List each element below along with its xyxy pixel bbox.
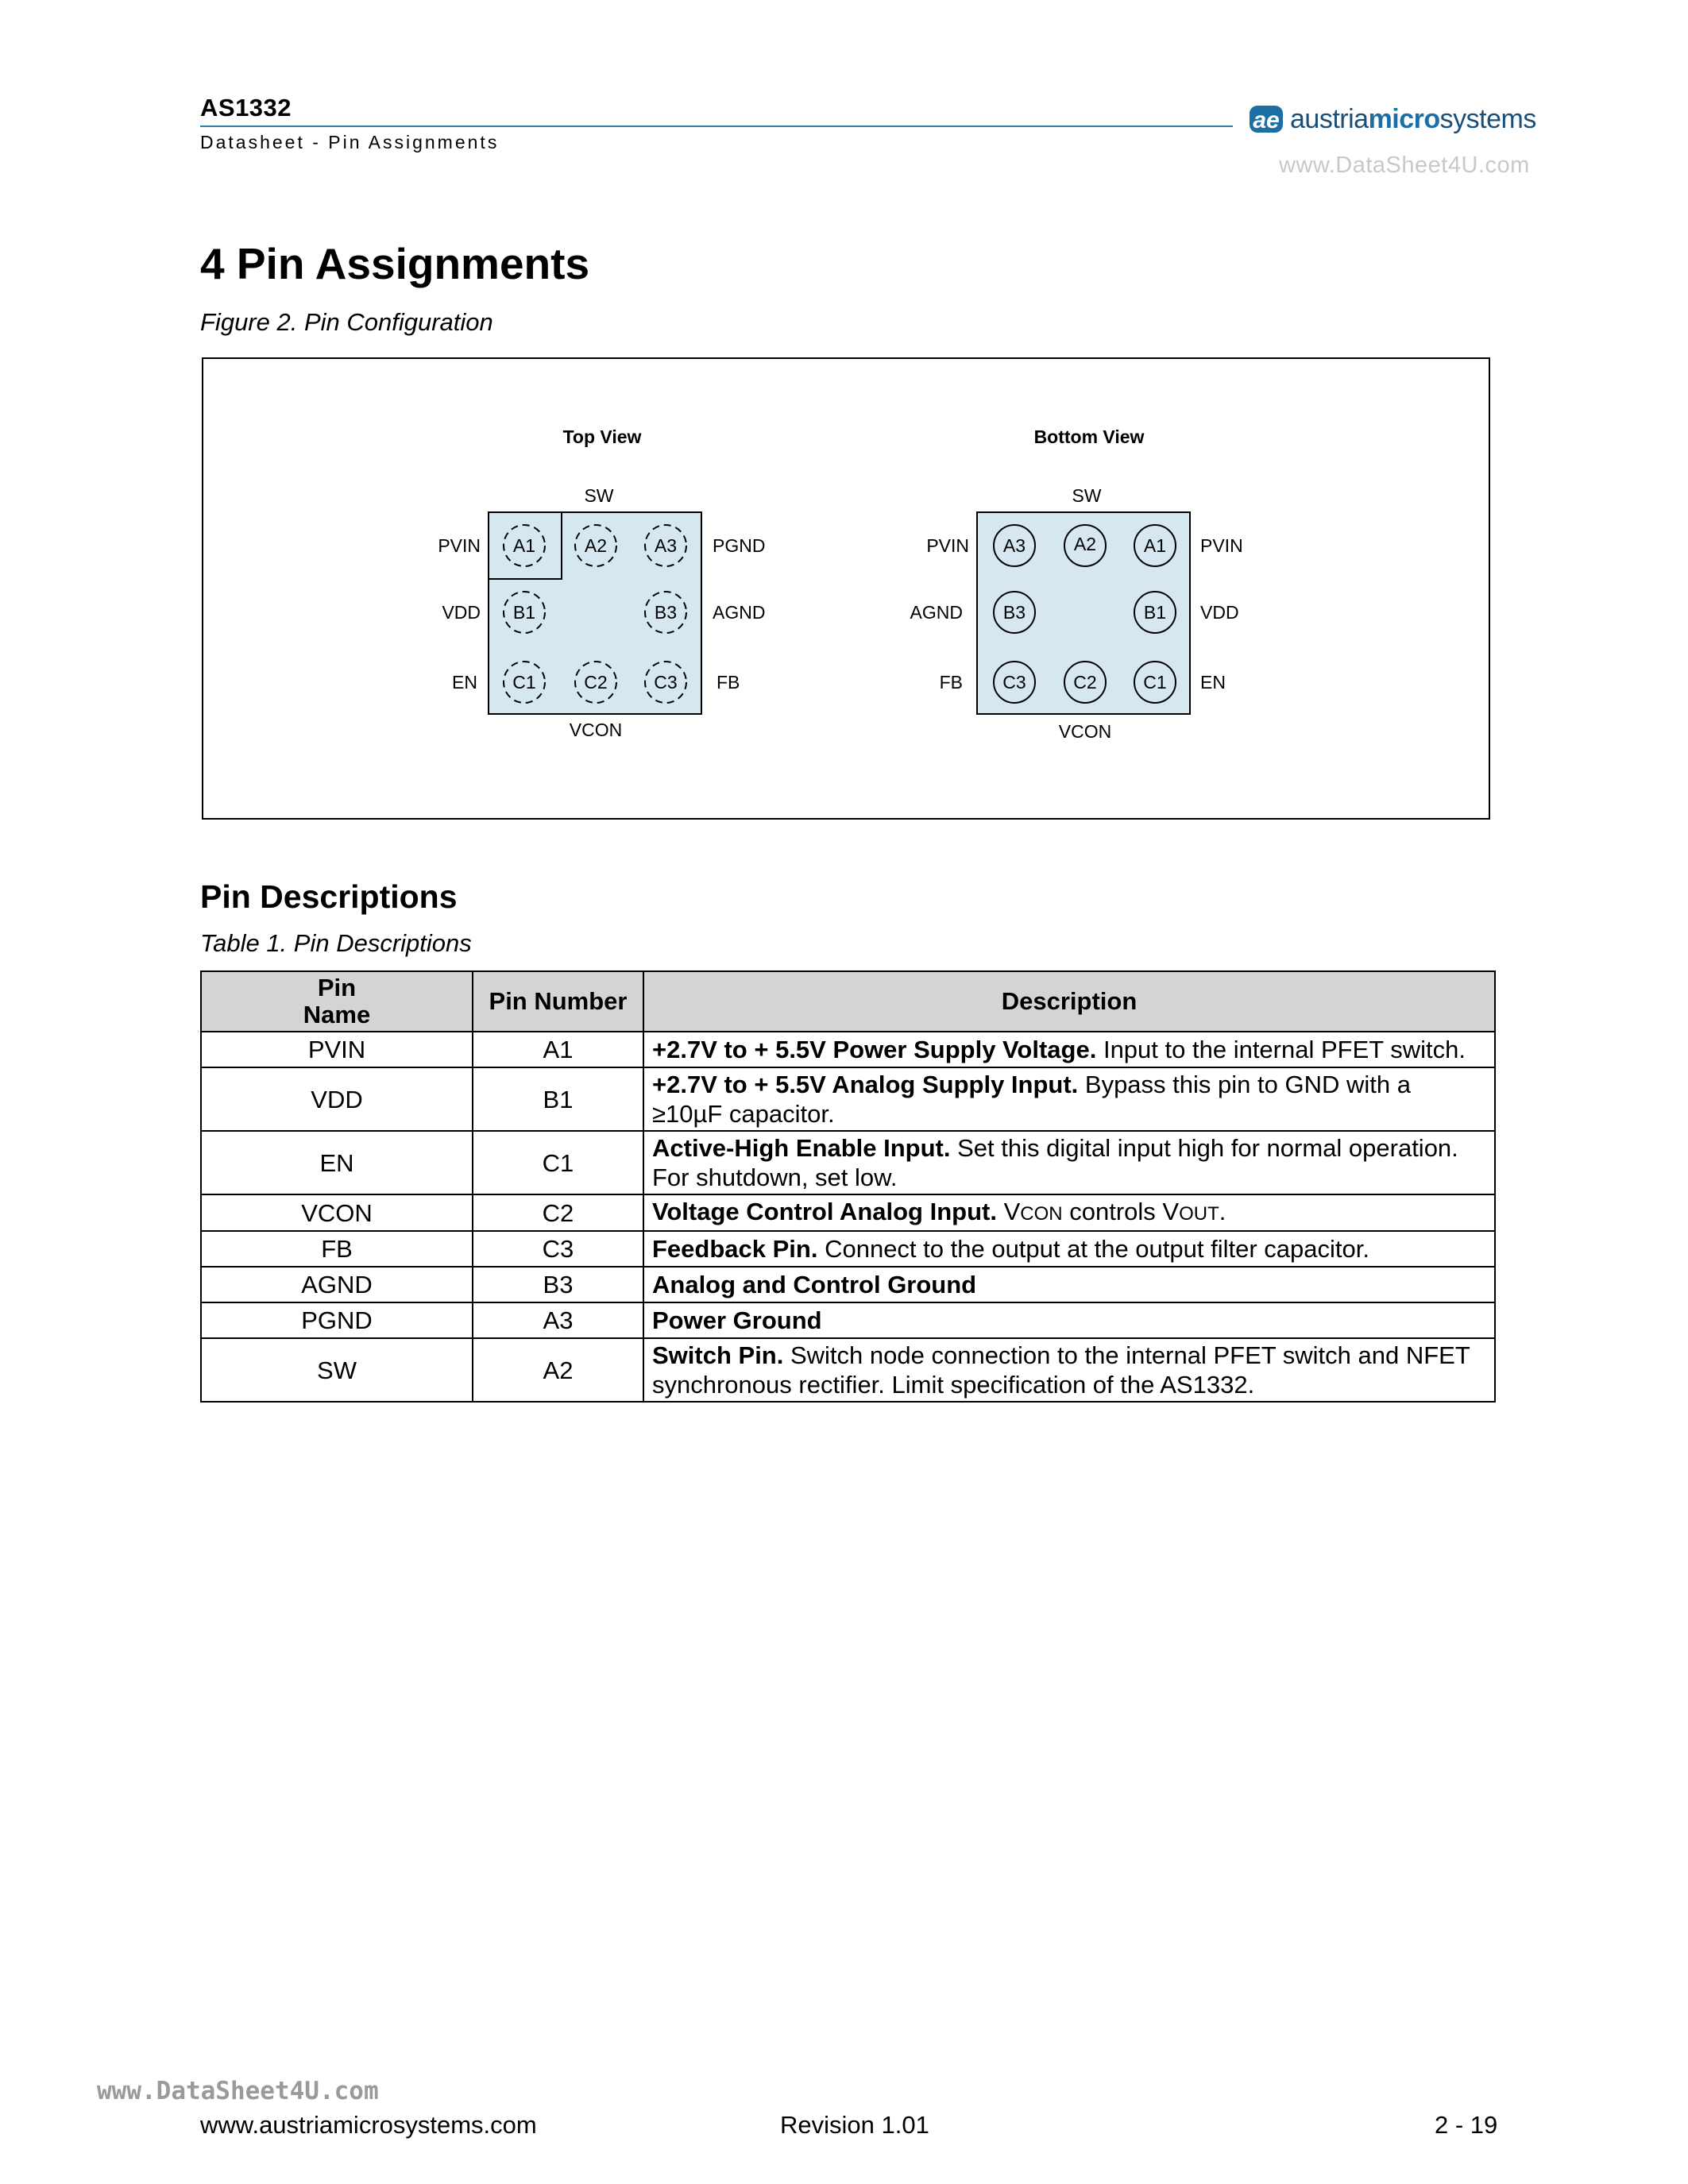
pin-number-cell: A1 xyxy=(473,1032,643,1067)
bottom-view-label-bottom: VCON xyxy=(1058,721,1112,742)
pin-configuration-diagram xyxy=(202,357,1490,820)
pin-number-cell: C3 xyxy=(473,1231,643,1267)
bottom-view-title: Bottom View xyxy=(1033,426,1145,447)
top-view-pin-label: B3 xyxy=(654,602,678,623)
footer-page-number: 2 - 19 xyxy=(1435,2111,1498,2139)
table-row xyxy=(201,1338,1495,1402)
pin-name-cell: FB xyxy=(201,1231,473,1267)
bottom-view-pin-label: C3 xyxy=(1002,672,1026,693)
table-row xyxy=(201,1231,1495,1267)
top-view xyxy=(438,426,765,740)
pin-name-cell: SW xyxy=(201,1338,473,1402)
table-row xyxy=(201,1032,1495,1067)
bottom-view-right-label: PVIN xyxy=(1200,535,1243,556)
header-pin-name: Pin Name xyxy=(201,971,473,1032)
header-pin-number: Pin Number xyxy=(473,971,643,1032)
table-caption: Table 1. Pin Descriptions xyxy=(200,929,472,957)
logo-wordmark: austriamicrosystems xyxy=(1290,103,1536,134)
bottom-view-left-label: FB xyxy=(939,672,963,693)
figure-caption: Figure 2. Pin Configuration xyxy=(200,308,493,336)
top-view-pin-label: B1 xyxy=(512,602,536,623)
pin-descriptions-table xyxy=(200,970,1496,1403)
pin-number-cell: A3 xyxy=(473,1302,643,1338)
header-rule xyxy=(200,125,1233,127)
pin-name-cell: PVIN xyxy=(201,1032,473,1067)
table-row xyxy=(201,1194,1495,1231)
top-view-label-bottom: VCON xyxy=(569,720,623,740)
description-cell: Active-High Enable Input. Set this digital input high for normal operation. For shutdown, set low. xyxy=(643,1131,1495,1194)
top-view-pin-label: A3 xyxy=(654,535,678,556)
watermark-bottom[interactable]: www.DataSheet4U.com xyxy=(97,2077,379,2105)
description-cell: Switch Pin. Switch node connection to the internal PFET switch and NFET synchronous rectifier. Limit specification of the AS1332. xyxy=(643,1338,1495,1402)
pin-number-cell: C1 xyxy=(473,1131,643,1194)
document-subtitle: Datasheet - Pin Assignments xyxy=(200,132,500,152)
pin-number-cell: B1 xyxy=(473,1067,643,1131)
bottom-view xyxy=(910,426,1243,742)
bottom-view-left-label: PVIN xyxy=(926,535,969,556)
top-view-left-label: PVIN xyxy=(438,535,481,556)
top-view-pin-label: A1 xyxy=(512,535,536,556)
top-view-title: Top View xyxy=(562,426,642,447)
pin-descriptions-title: Pin Descriptions xyxy=(200,878,458,915)
bottom-view-left-label: AGND xyxy=(910,602,963,623)
bottom-view-pin-label: A2 xyxy=(1073,534,1097,554)
top-view-pin-label: C1 xyxy=(512,672,536,693)
top-view-left-label: VDD xyxy=(442,602,481,623)
company-logo xyxy=(1249,100,1536,138)
bottom-view-pin-label: A1 xyxy=(1143,535,1167,556)
top-view-pin-label: A2 xyxy=(584,535,608,556)
table-row xyxy=(201,1267,1495,1302)
pin-name-cell: PGND xyxy=(201,1302,473,1338)
pin-name-cell: AGND xyxy=(201,1267,473,1302)
pin-name-cell: EN xyxy=(201,1131,473,1194)
document-id: AS1332 xyxy=(200,94,292,122)
pin-number-cell: C2 xyxy=(473,1194,643,1231)
description-cell: +2.7V to + 5.5V Analog Supply Input. Bypass this pin to GND with a ≥10µF capacitor. xyxy=(643,1067,1495,1131)
top-view-pin-label: C2 xyxy=(584,672,608,693)
top-view-pin-label: C3 xyxy=(654,672,678,693)
pin-name-cell: VCON xyxy=(201,1194,473,1231)
description-cell: Voltage Control Analog Input. VCON controls VOUT. xyxy=(643,1194,1495,1231)
top-view-right-label: PGND xyxy=(713,535,766,556)
bottom-view-pin-label: B3 xyxy=(1002,602,1026,623)
description-cell: Feedback Pin. Connect to the output at the output filter capacitor. xyxy=(643,1231,1495,1267)
pin-number-cell: B3 xyxy=(473,1267,643,1302)
bottom-view-right-label: EN xyxy=(1200,672,1226,693)
bottom-view-pin-label: C1 xyxy=(1143,672,1167,693)
description-cell: Power Ground xyxy=(643,1302,1495,1338)
ams-logo-icon xyxy=(1249,103,1285,135)
watermark-top[interactable]: www.DataSheet4U.com xyxy=(1279,152,1530,178)
table-row xyxy=(201,1067,1495,1131)
table-header-row xyxy=(201,971,1495,1032)
description-cell: Analog and Control Ground xyxy=(643,1267,1495,1302)
header-description: Description xyxy=(643,971,1495,1032)
bottom-view-right-label: VDD xyxy=(1200,602,1239,623)
table-row xyxy=(201,1131,1495,1194)
footer-revision: Revision 1.01 xyxy=(780,2111,929,2139)
top-view-label-top: SW xyxy=(584,485,614,506)
top-view-right-label: FB xyxy=(717,672,740,693)
pin-number-cell: A2 xyxy=(473,1338,643,1402)
bottom-view-pin-label: C2 xyxy=(1073,672,1097,693)
bottom-view-pin-label: A3 xyxy=(1002,535,1026,556)
footer-website-link[interactable]: www.austriamicrosystems.com xyxy=(200,2111,537,2139)
bottom-view-pin-label: B1 xyxy=(1143,602,1167,623)
section-title: 4 Pin Assignments xyxy=(200,239,590,288)
table-row xyxy=(201,1302,1495,1338)
svg-text:ae: ae xyxy=(1253,107,1280,133)
description-cell: +2.7V to + 5.5V Power Supply Voltage. Input to the internal PFET switch. xyxy=(643,1032,1495,1067)
top-view-left-label: EN xyxy=(452,672,477,693)
bottom-view-label-top: SW xyxy=(1072,485,1102,506)
pin-name-cell: VDD xyxy=(201,1067,473,1131)
top-view-right-label: AGND xyxy=(713,602,766,623)
